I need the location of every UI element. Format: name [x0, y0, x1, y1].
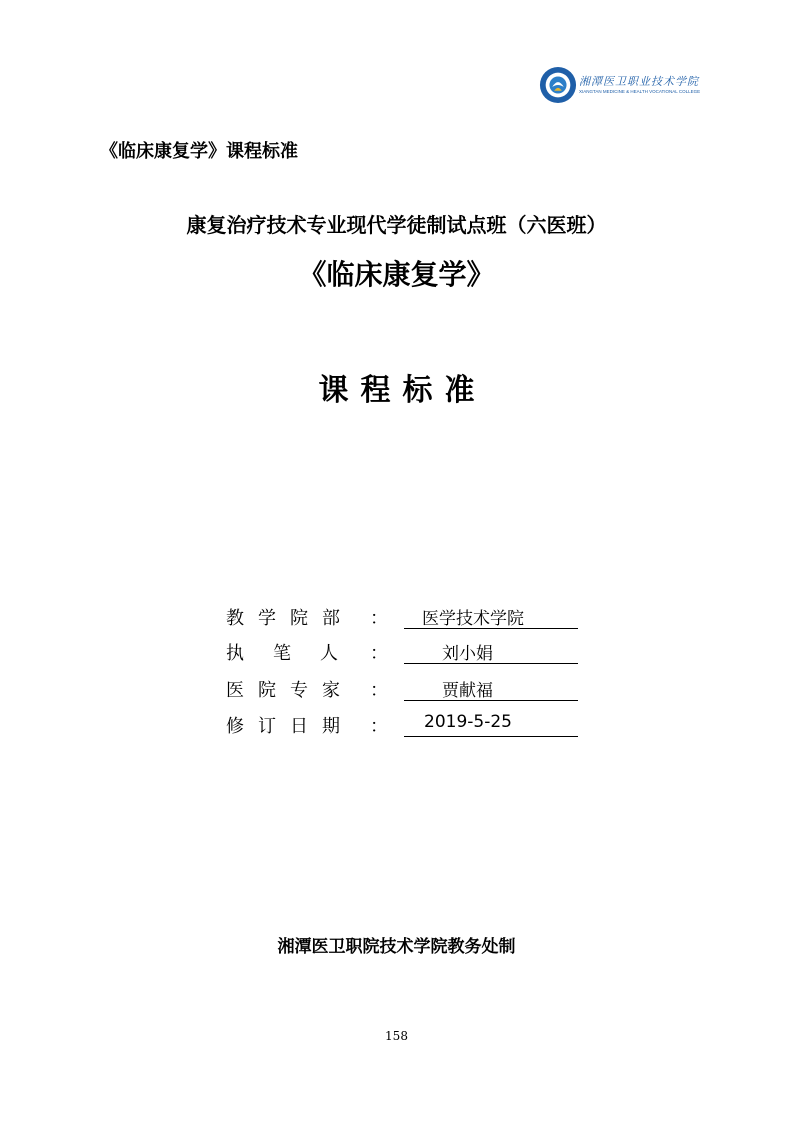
info-colon: ：	[370, 680, 388, 701]
revision-date-value: 2019-5-25	[424, 712, 512, 732]
expert-value: 贾献福	[442, 681, 493, 701]
info-value	[404, 639, 578, 664]
course-name: 《临床康复学》	[298, 258, 495, 291]
info-colon: ：	[370, 608, 388, 629]
header-title: 《临床康复学》课程标准	[100, 141, 298, 162]
info-value	[404, 604, 578, 629]
college-emblem-icon	[539, 66, 577, 104]
college-name-en: XIANGTAN MEDICINE & HEALTH VOCATIONAL COLLEGE	[579, 89, 701, 94]
college-name-cn: 湘潭医卫职业技术学院	[579, 75, 699, 88]
page-number: 158	[385, 1029, 408, 1043]
info-value	[404, 676, 578, 701]
info-label: 修订日期	[226, 716, 354, 737]
info-colon: ：	[370, 643, 388, 664]
subtitle: 康复治疗技术专业现代学徒制试点班（六医班）	[186, 213, 607, 237]
issuing-office: 湘潭医卫职院技术学院教务处制	[277, 937, 516, 957]
author-value: 刘小娟	[442, 644, 493, 664]
info-label: 执笔人	[226, 643, 367, 664]
info-label: 医院专家	[226, 680, 354, 701]
info-colon: ：	[370, 716, 388, 737]
info-value	[404, 712, 578, 737]
document-title: 课程标准	[318, 373, 487, 408]
info-label: 教学院部	[226, 608, 354, 629]
department-value: 医学技术学院	[422, 609, 524, 629]
college-logo	[539, 66, 699, 106]
